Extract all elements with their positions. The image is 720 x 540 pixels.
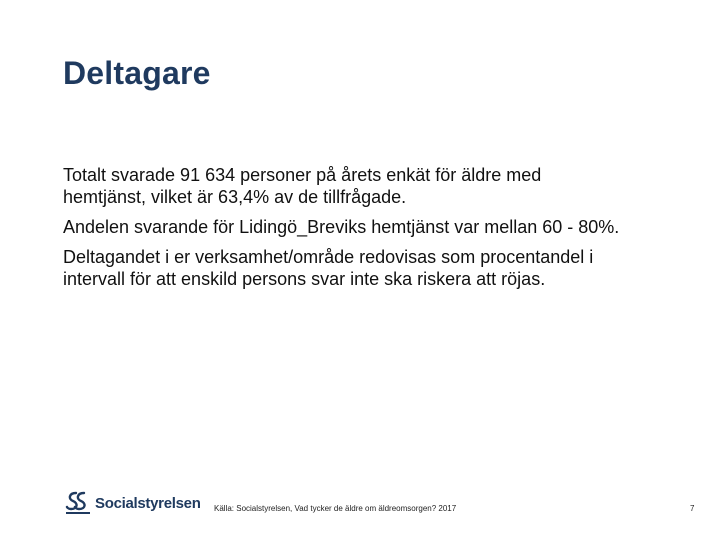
paragraph-total-responses: Totalt svarade 91 634 personer på årets enkät för äldre med hemtjänst, vilket är 63,4% av de tillfrågade.: [63, 165, 542, 207]
slide-body: [63, 164, 623, 298]
socialstyrelsen-logo: [64, 488, 201, 518]
slide-footer: [0, 484, 720, 524]
socialstyrelsen-emblem-icon: [64, 490, 94, 516]
source-citation: Källa: Socialstyrelsen, Vad tycker de äldre om äldreomsorgen? 2017: [214, 504, 457, 513]
page-number: 7: [690, 504, 695, 513]
paragraph-response-share: Andelen svarande för Lidingö_Breviks hemtjänst var mellan 60 - 80%.: [63, 217, 620, 237]
paragraph-participation-note: Deltagandet i er verksamhet/område redovisas som procentandel i intervall för att enskild persons svar inte ska riskera att röjas.: [63, 247, 594, 289]
logo-wordmark: Socialstyrelsen: [95, 494, 201, 512]
slide-title: Deltagare: [63, 55, 211, 91]
